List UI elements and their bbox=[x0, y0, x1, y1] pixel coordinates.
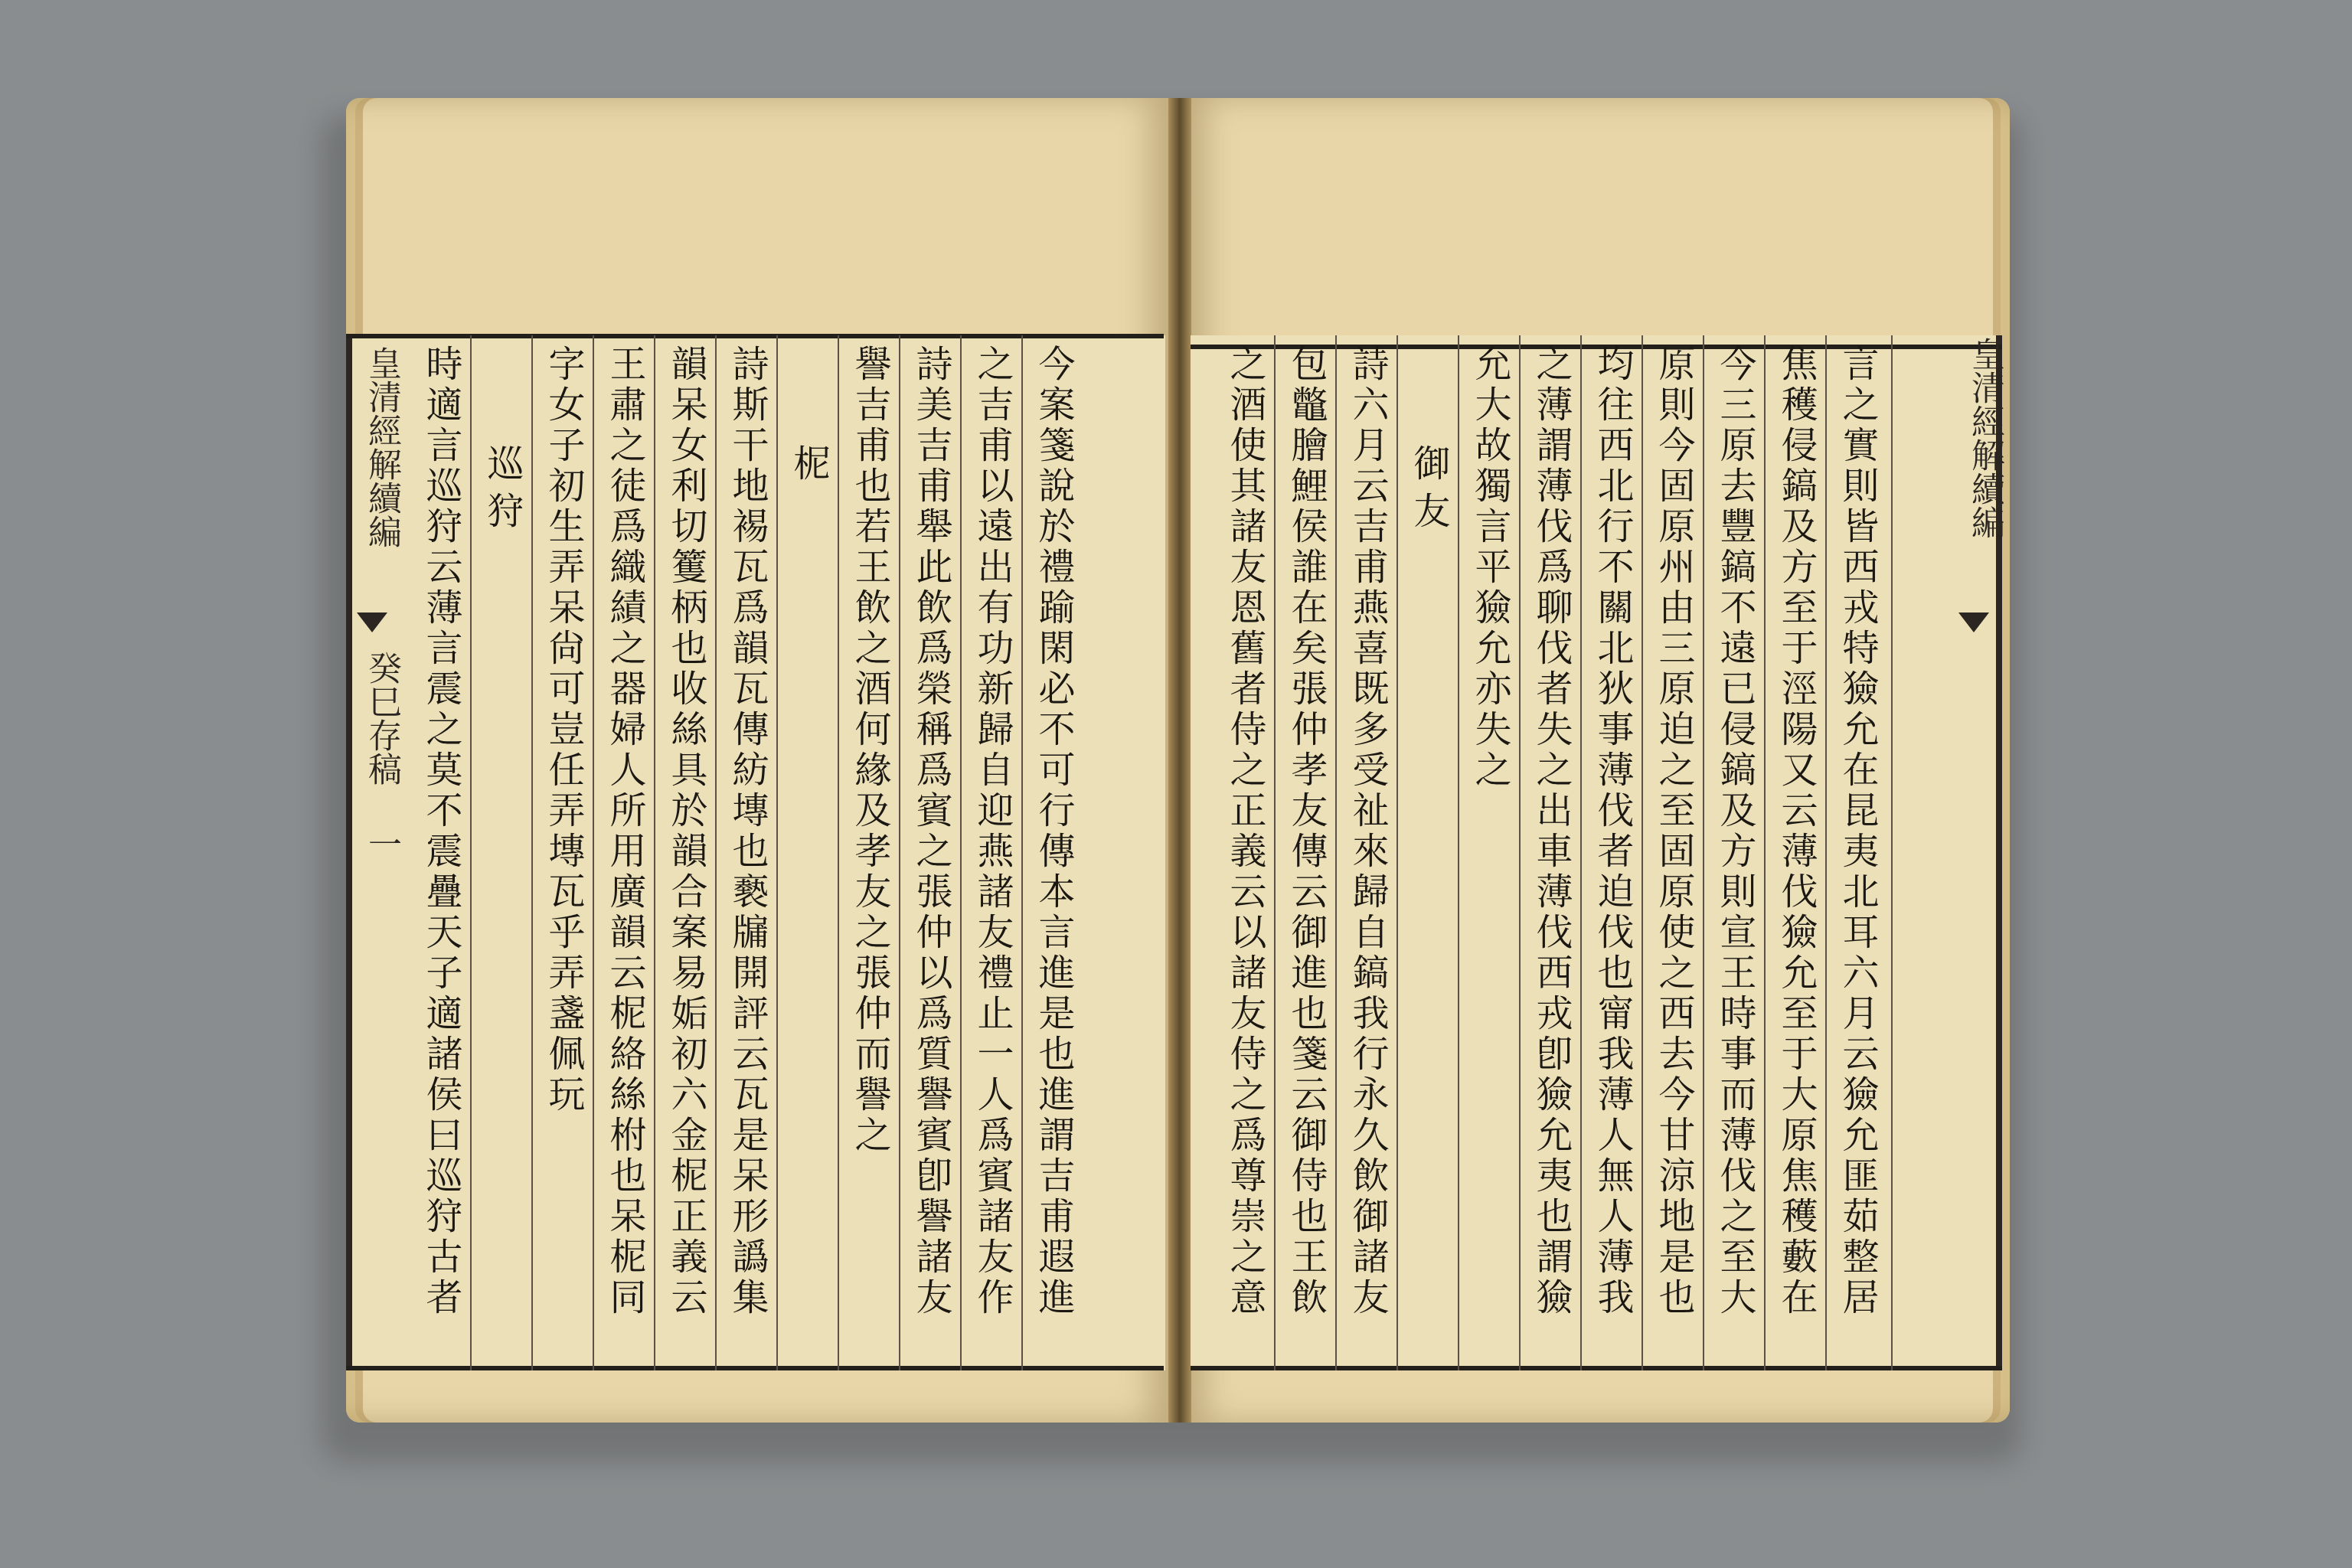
right-column-6: 之薄謂薄伐爲聊伐者失之出車薄伐西戎卽獫允夷也謂獫 bbox=[1530, 345, 1573, 1318]
right-column-4-heading: 御友 bbox=[1407, 444, 1450, 539]
column-divider bbox=[1891, 335, 1893, 1370]
left-column-8: 譽吉甫也若王飲之酒何緣及孝友之張仲而譽之 bbox=[848, 345, 891, 1156]
right-bottom-rule bbox=[1191, 1366, 2002, 1370]
right-column-1: 之酒使其諸友恩舊者侍之正義云以諸友侍之爲尊崇之意 bbox=[1223, 345, 1266, 1318]
column-divider bbox=[1580, 335, 1582, 1370]
right-column-7: 均往西北行不關北狄事薄伐者迫伐也甯我薄人無人薄我 bbox=[1591, 345, 1634, 1318]
left-column-10: 之吉甫以遠出有功新歸自迎燕諸友禮止一人爲賓諸友作 bbox=[971, 345, 1014, 1318]
left-column-1: 時適言巡狩云薄言震之莫不震疊天子適諸侯曰巡狩古者 bbox=[420, 345, 462, 1318]
left-column-3: 字女子初生弄呆尙可豈任弄塼瓦乎弄盞佩玩 bbox=[542, 345, 585, 1116]
left-margin-subtitle: 癸巳存稿 bbox=[362, 651, 401, 786]
right-column-10: 焦穫侵鎬及方至于涇陽又云薄伐獫允至于大原焦穫藪在 bbox=[1775, 345, 1818, 1318]
column-divider bbox=[1825, 335, 1827, 1370]
column-divider bbox=[899, 335, 900, 1370]
left-column-5: 韻呆女利切籆柄也收絲具於韻合案易姤初六金柅正義云 bbox=[665, 345, 707, 1318]
column-divider bbox=[593, 335, 594, 1370]
column-divider bbox=[838, 335, 839, 1370]
left-column-2-heading: 巡狩 bbox=[481, 444, 524, 539]
column-divider bbox=[1703, 335, 1704, 1370]
column-divider bbox=[960, 335, 962, 1370]
left-bottom-rule bbox=[346, 1366, 1164, 1370]
right-column-3: 詩六月云吉甫燕喜既多受祉來歸自鎬我行永久飲御諸友 bbox=[1346, 345, 1389, 1318]
right-column-9: 今三原去豐鎬不遠已侵鎬及方則宣王時事而薄伐之至大 bbox=[1713, 345, 1756, 1318]
column-divider bbox=[776, 335, 778, 1370]
left-column-9: 詩美吉甫舉此飲爲榮稱爲賓之張仲以爲質譽賓卽譽諸友 bbox=[910, 345, 952, 1318]
column-divider bbox=[1519, 335, 1521, 1370]
left-margin-number: 一 bbox=[362, 827, 401, 861]
left-margin-title: 皇清經解續編 bbox=[362, 346, 401, 548]
column-divider bbox=[1458, 335, 1459, 1370]
left-column-4: 王肅之徒爲織績之器婦人所用廣韻云柅絡絲柎也呆柅同 bbox=[603, 345, 646, 1318]
left-column-7-heading: 柅 bbox=[787, 444, 830, 492]
column-divider bbox=[1396, 335, 1398, 1370]
column-divider bbox=[470, 335, 472, 1370]
column-divider bbox=[1274, 335, 1276, 1370]
right-column-2: 包鼈膾鯉侯誰在矣張仲孝友傳云御進也箋云御侍也王飲 bbox=[1285, 345, 1328, 1318]
book-gutter bbox=[1168, 98, 1191, 1423]
column-divider bbox=[1021, 335, 1023, 1370]
right-column-8: 原則今固原州由三原迫之至固原使之西去今甘涼地是也 bbox=[1652, 345, 1695, 1318]
column-divider bbox=[1764, 335, 1766, 1370]
right-column-5: 允大故獨言平獫允亦失之 bbox=[1468, 345, 1511, 791]
left-column-6: 詩斯干地裼瓦爲韻瓦傳紡塼也褻牖開評云瓦是呆形譌集 bbox=[726, 345, 769, 1318]
column-divider bbox=[654, 335, 655, 1370]
column-divider bbox=[715, 335, 717, 1370]
right-column-11: 言之實則皆西戎特獫允在昆夷北耳六月云獫允匪茹整居 bbox=[1836, 345, 1879, 1318]
column-divider bbox=[1642, 335, 1643, 1370]
column-divider bbox=[531, 335, 533, 1370]
column-divider bbox=[1335, 335, 1337, 1370]
left-top-rule bbox=[346, 334, 1164, 338]
right-margin-title: 皇清經解續編 bbox=[1965, 337, 2004, 539]
left-column-11: 今案箋說於禮踰閑必不可行傳本言進是也進謂吉甫遐進 bbox=[1032, 345, 1075, 1318]
